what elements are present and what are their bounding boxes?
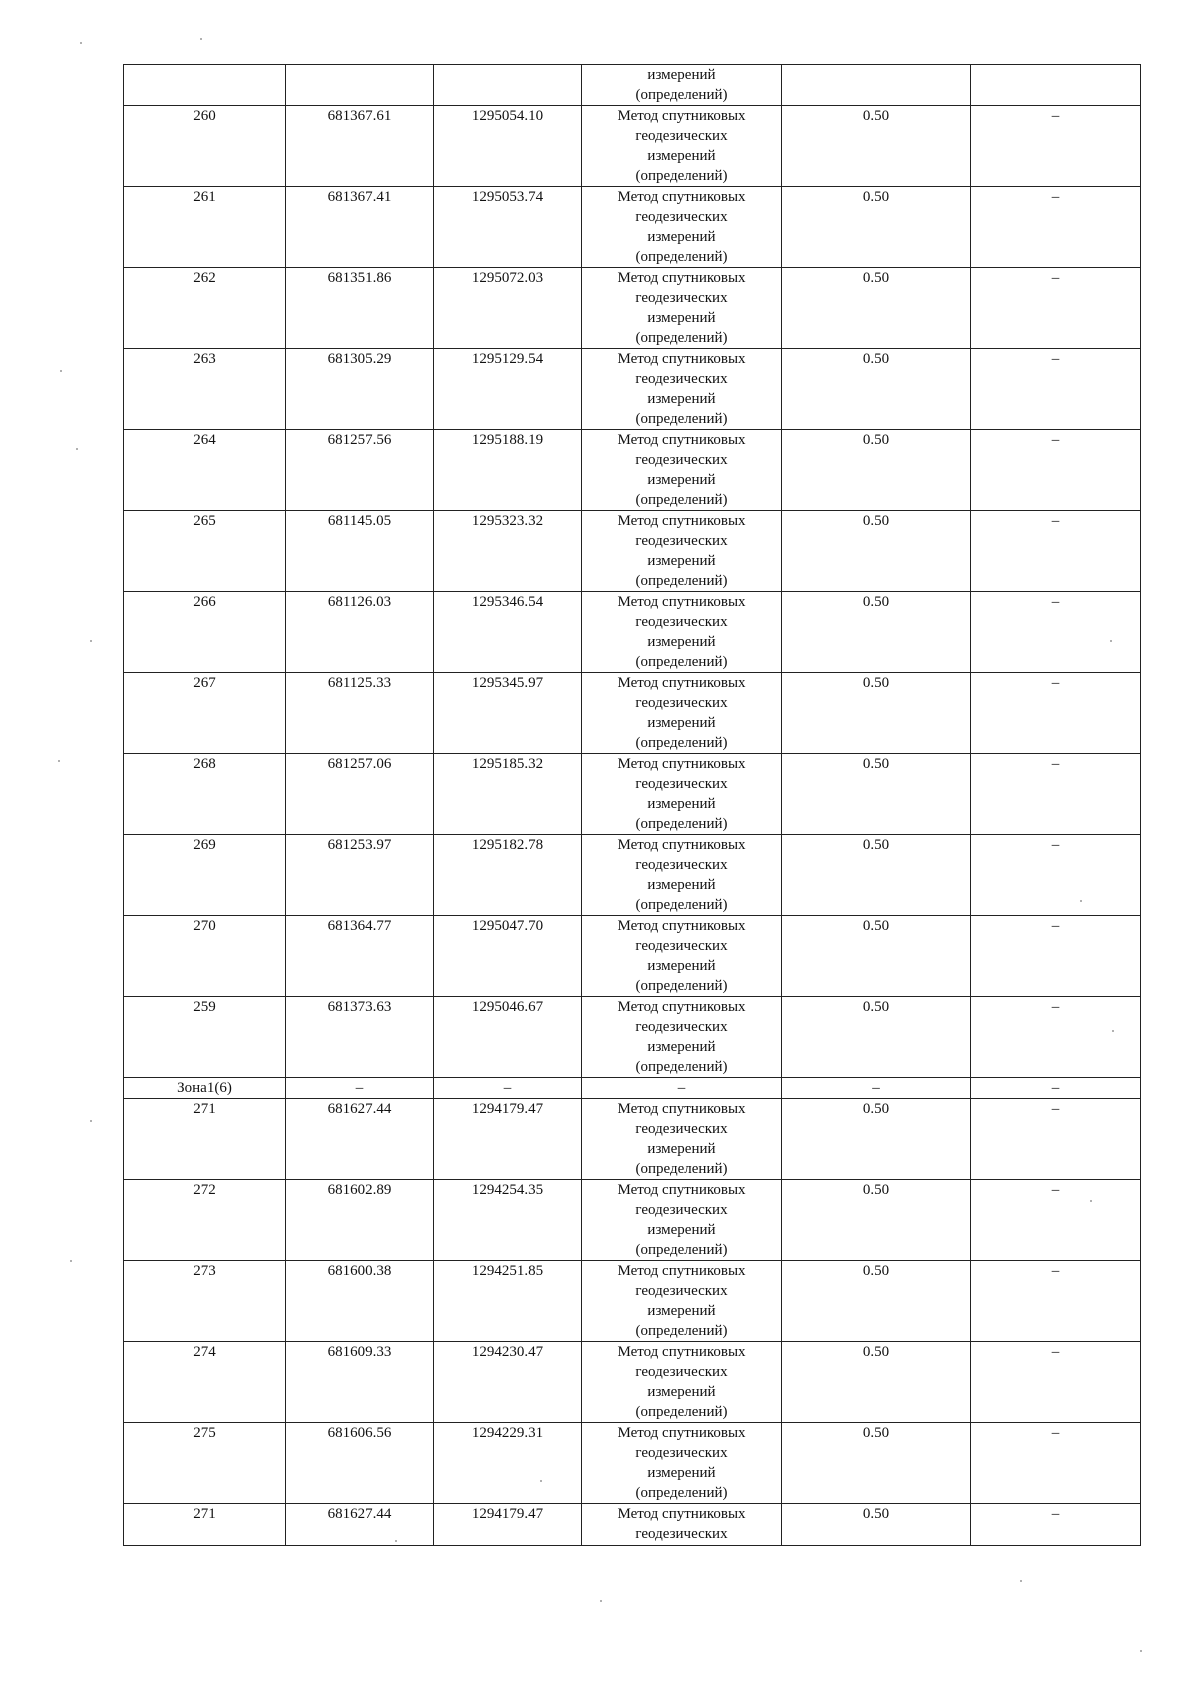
point-number-cell: 269 [124,835,286,916]
comment-cell: – [971,1180,1141,1261]
scan-speck [1110,640,1112,642]
y-coordinate-cell: 1295047.70 [434,916,582,997]
table-row [124,106,1141,187]
scan-speck [80,42,82,44]
point-number-cell: 273 [124,1261,286,1342]
table-row [124,835,1141,916]
comment-cell: – [971,1099,1141,1180]
method-line: Метод спутниковых [617,756,746,772]
method-line: Метод спутниковых [617,918,746,934]
scan-speck [90,1120,92,1122]
method-line: (определений) [635,654,728,670]
method-line: измерений [647,553,716,569]
table-row [124,1504,1141,1546]
zone-row [124,1078,1141,1099]
method-cell [582,65,782,106]
method-line: геодезических [635,533,728,549]
method-line: измерений [647,148,716,164]
y-coordinate-cell: 1295046.67 [434,997,582,1078]
x-coordinate-cell: 681367.61 [286,106,434,187]
x-coordinate-cell: 681126.03 [286,592,434,673]
table-row [124,511,1141,592]
method-cell [582,1180,782,1261]
x-coordinate-cell: 681606.56 [286,1423,434,1504]
point-number-cell: 274 [124,1342,286,1423]
scan-speck [1080,900,1082,902]
method-line: измерений [647,67,716,83]
comment-cell [971,65,1141,106]
method-line: Метод спутниковых [617,1506,746,1522]
method-cell [582,1261,782,1342]
point-number-cell: 264 [124,430,286,511]
x-coordinate-cell: 681627.44 [286,1504,434,1546]
method-line: Метод спутниковых [617,594,746,610]
method-line: измерений [647,1222,716,1238]
table-row [124,592,1141,673]
method-line: измерений [647,1465,716,1481]
method-line: геодезических [635,1121,728,1137]
x-coordinate-cell: 681627.44 [286,1099,434,1180]
accuracy-cell: 0.50 [782,1423,971,1504]
point-number-cell: 268 [124,754,286,835]
x-coordinate-cell: 681125.33 [286,673,434,754]
scan-speck [600,1600,602,1602]
y-coordinate-cell: 1294179.47 [434,1504,582,1546]
table-row [124,430,1141,511]
method-line: (определений) [635,1059,728,1075]
comment-cell: – [971,1261,1141,1342]
table-row [124,1342,1141,1423]
method-line: геодезических [635,209,728,225]
method-cell [582,1099,782,1180]
table-row [124,997,1141,1078]
method-line: геодезических [635,938,728,954]
method-cell [582,673,782,754]
scan-speck [76,448,78,450]
y-coordinate-cell: 1295072.03 [434,268,582,349]
method-line: Метод спутниковых [617,1182,746,1198]
point-number-cell: 271 [124,1504,286,1546]
accuracy-cell: 0.50 [782,511,971,592]
table-row-continued [124,65,1141,106]
point-number-cell: 265 [124,511,286,592]
method-line: Метод спутниковых [617,1101,746,1117]
table-row [124,1261,1141,1342]
method-cell: – [582,1078,782,1099]
scan-speck [200,38,202,40]
scan-speck [540,1480,542,1482]
y-coordinate-cell: 1294230.47 [434,1342,582,1423]
method-line: геодезических [635,452,728,468]
method-line: (определений) [635,735,728,751]
point-number-cell: 266 [124,592,286,673]
comment-cell: – [971,673,1141,754]
method-line: измерений [647,229,716,245]
table-row [124,349,1141,430]
y-coordinate-cell: 1294251.85 [434,1261,582,1342]
comment-cell: – [971,1423,1141,1504]
method-line: (определений) [635,330,728,346]
method-line: геодезических [635,1019,728,1035]
y-coordinate-cell: 1295185.32 [434,754,582,835]
x-coordinate-cell: 681351.86 [286,268,434,349]
y-coordinate-cell [434,65,582,106]
accuracy-cell: 0.50 [782,754,971,835]
method-line: Метод спутниковых [617,1263,746,1279]
accuracy-cell: 0.50 [782,349,971,430]
method-line: Метод спутниковых [617,270,746,286]
scan-speck [60,370,62,372]
method-cell [582,997,782,1078]
scan-speck [395,1540,397,1542]
method-line: измерений [647,1384,716,1400]
y-coordinate-cell: 1295346.54 [434,592,582,673]
accuracy-cell: 0.50 [782,592,971,673]
table-row [124,268,1141,349]
method-cell [582,187,782,268]
method-cell [582,268,782,349]
y-coordinate-cell: 1294229.31 [434,1423,582,1504]
method-line: Метод спутниковых [617,1425,746,1441]
table-row [124,1099,1141,1180]
method-line: (определений) [635,1323,728,1339]
point-number-cell: 260 [124,106,286,187]
method-line: измерений [647,715,716,731]
method-line: Метод спутниковых [617,432,746,448]
accuracy-cell: 0.50 [782,106,971,187]
method-line: (определений) [635,573,728,589]
method-line: измерений [647,877,716,893]
method-cell [582,1504,782,1546]
method-line: (определений) [635,87,728,103]
table-row [124,1423,1141,1504]
x-coordinate-cell: 681364.77 [286,916,434,997]
method-line: Метод спутниковых [617,108,746,124]
comment-cell: – [971,187,1141,268]
coordinates-table [123,64,1141,1546]
zone-label-cell: Зона1(6) [124,1078,286,1099]
x-coordinate-cell: 681600.38 [286,1261,434,1342]
method-cell [582,754,782,835]
method-line: измерений [647,958,716,974]
comment-cell: – [971,1078,1141,1099]
method-cell [582,349,782,430]
method-line: геодезических [635,1526,728,1542]
accuracy-cell: – [782,1078,971,1099]
point-number-cell: 272 [124,1180,286,1261]
method-line: геодезических [635,1283,728,1299]
y-coordinate-cell: 1295323.32 [434,511,582,592]
accuracy-cell: 0.50 [782,1342,971,1423]
y-coordinate-cell: 1295129.54 [434,349,582,430]
method-line: (определений) [635,816,728,832]
comment-cell: – [971,430,1141,511]
accuracy-cell: 0.50 [782,1504,971,1546]
point-number-cell: 267 [124,673,286,754]
y-coordinate-cell: 1294179.47 [434,1099,582,1180]
scan-speck [1020,1580,1022,1582]
table-row [124,187,1141,268]
point-number-cell [124,65,286,106]
method-line: (определений) [635,411,728,427]
method-line: (определений) [635,1485,728,1501]
accuracy-cell: 0.50 [782,268,971,349]
method-line: геодезических [635,128,728,144]
scan-speck [1112,1030,1114,1032]
method-line: (определений) [635,1242,728,1258]
method-line: Метод спутниковых [617,1344,746,1360]
y-coordinate-cell: 1294254.35 [434,1180,582,1261]
method-cell [582,1423,782,1504]
accuracy-cell [782,65,971,106]
method-line: измерений [647,1141,716,1157]
method-cell [582,106,782,187]
method-line: геодезических [635,1364,728,1380]
method-line: Метод спутниковых [617,513,746,529]
scan-speck [1090,1200,1092,1202]
point-number-cell: 263 [124,349,286,430]
y-coordinate-cell: 1295345.97 [434,673,582,754]
y-coordinate-cell: – [434,1078,582,1099]
y-coordinate-cell: 1295053.74 [434,187,582,268]
comment-cell: – [971,349,1141,430]
accuracy-cell: 0.50 [782,835,971,916]
point-number-cell: 271 [124,1099,286,1180]
method-line: измерений [647,472,716,488]
accuracy-cell: 0.50 [782,187,971,268]
method-line: геодезических [635,290,728,306]
comment-cell: – [971,916,1141,997]
x-coordinate-cell [286,65,434,106]
method-line: (определений) [635,249,728,265]
method-line: геодезических [635,371,728,387]
method-line: геодезических [635,614,728,630]
accuracy-cell: 0.50 [782,916,971,997]
y-coordinate-cell: 1295188.19 [434,430,582,511]
method-cell [582,430,782,511]
comment-cell: – [971,1342,1141,1423]
x-coordinate-cell: 681257.06 [286,754,434,835]
table-body [124,65,1141,1546]
scan-speck [90,640,92,642]
method-line: геодезических [635,1445,728,1461]
point-number-cell: 270 [124,916,286,997]
method-line: (определений) [635,492,728,508]
scan-speck [70,1260,72,1262]
method-line: Метод спутниковых [617,189,746,205]
scan-speck [1140,1650,1142,1652]
method-line: измерений [647,310,716,326]
comment-cell: – [971,511,1141,592]
scan-speck [58,760,60,762]
comment-cell: – [971,754,1141,835]
method-line: измерений [647,1303,716,1319]
method-line: Метод спутниковых [617,837,746,853]
x-coordinate-cell: 681257.56 [286,430,434,511]
method-cell [582,592,782,673]
point-number-cell: 261 [124,187,286,268]
accuracy-cell: 0.50 [782,1261,971,1342]
method-line: измерений [647,1039,716,1055]
method-line: геодезических [635,1202,728,1218]
method-line: геодезических [635,776,728,792]
accuracy-cell: 0.50 [782,997,971,1078]
comment-cell: – [971,106,1141,187]
x-coordinate-cell: – [286,1078,434,1099]
table-row [124,673,1141,754]
comment-cell: – [971,1504,1141,1546]
method-cell [582,1342,782,1423]
comment-cell: – [971,997,1141,1078]
method-line: (определений) [635,168,728,184]
method-cell [582,511,782,592]
method-line: (определений) [635,978,728,994]
y-coordinate-cell: 1295054.10 [434,106,582,187]
accuracy-cell: 0.50 [782,1180,971,1261]
method-line: (определений) [635,1161,728,1177]
point-number-cell: 259 [124,997,286,1078]
y-coordinate-cell: 1295182.78 [434,835,582,916]
method-line: геодезических [635,857,728,873]
method-cell [582,835,782,916]
accuracy-cell: 0.50 [782,1099,971,1180]
accuracy-cell: 0.50 [782,673,971,754]
x-coordinate-cell: 681367.41 [286,187,434,268]
method-line: Метод спутниковых [617,675,746,691]
method-line: измерений [647,634,716,650]
method-line: геодезических [635,695,728,711]
table-row [124,754,1141,835]
table-row [124,916,1141,997]
table-row [124,1180,1141,1261]
point-number-cell: 275 [124,1423,286,1504]
comment-cell: – [971,268,1141,349]
x-coordinate-cell: 681253.97 [286,835,434,916]
x-coordinate-cell: 681609.33 [286,1342,434,1423]
x-coordinate-cell: 681305.29 [286,349,434,430]
comment-cell: – [971,592,1141,673]
x-coordinate-cell: 681373.63 [286,997,434,1078]
method-line: (определений) [635,1404,728,1420]
method-line: Метод спутниковых [617,351,746,367]
method-line: (определений) [635,897,728,913]
point-number-cell: 262 [124,268,286,349]
method-cell [582,916,782,997]
comment-cell: – [971,835,1141,916]
x-coordinate-cell: 681602.89 [286,1180,434,1261]
method-line: измерений [647,391,716,407]
method-line: измерений [647,796,716,812]
accuracy-cell: 0.50 [782,430,971,511]
method-line: Метод спутниковых [617,999,746,1015]
x-coordinate-cell: 681145.05 [286,511,434,592]
